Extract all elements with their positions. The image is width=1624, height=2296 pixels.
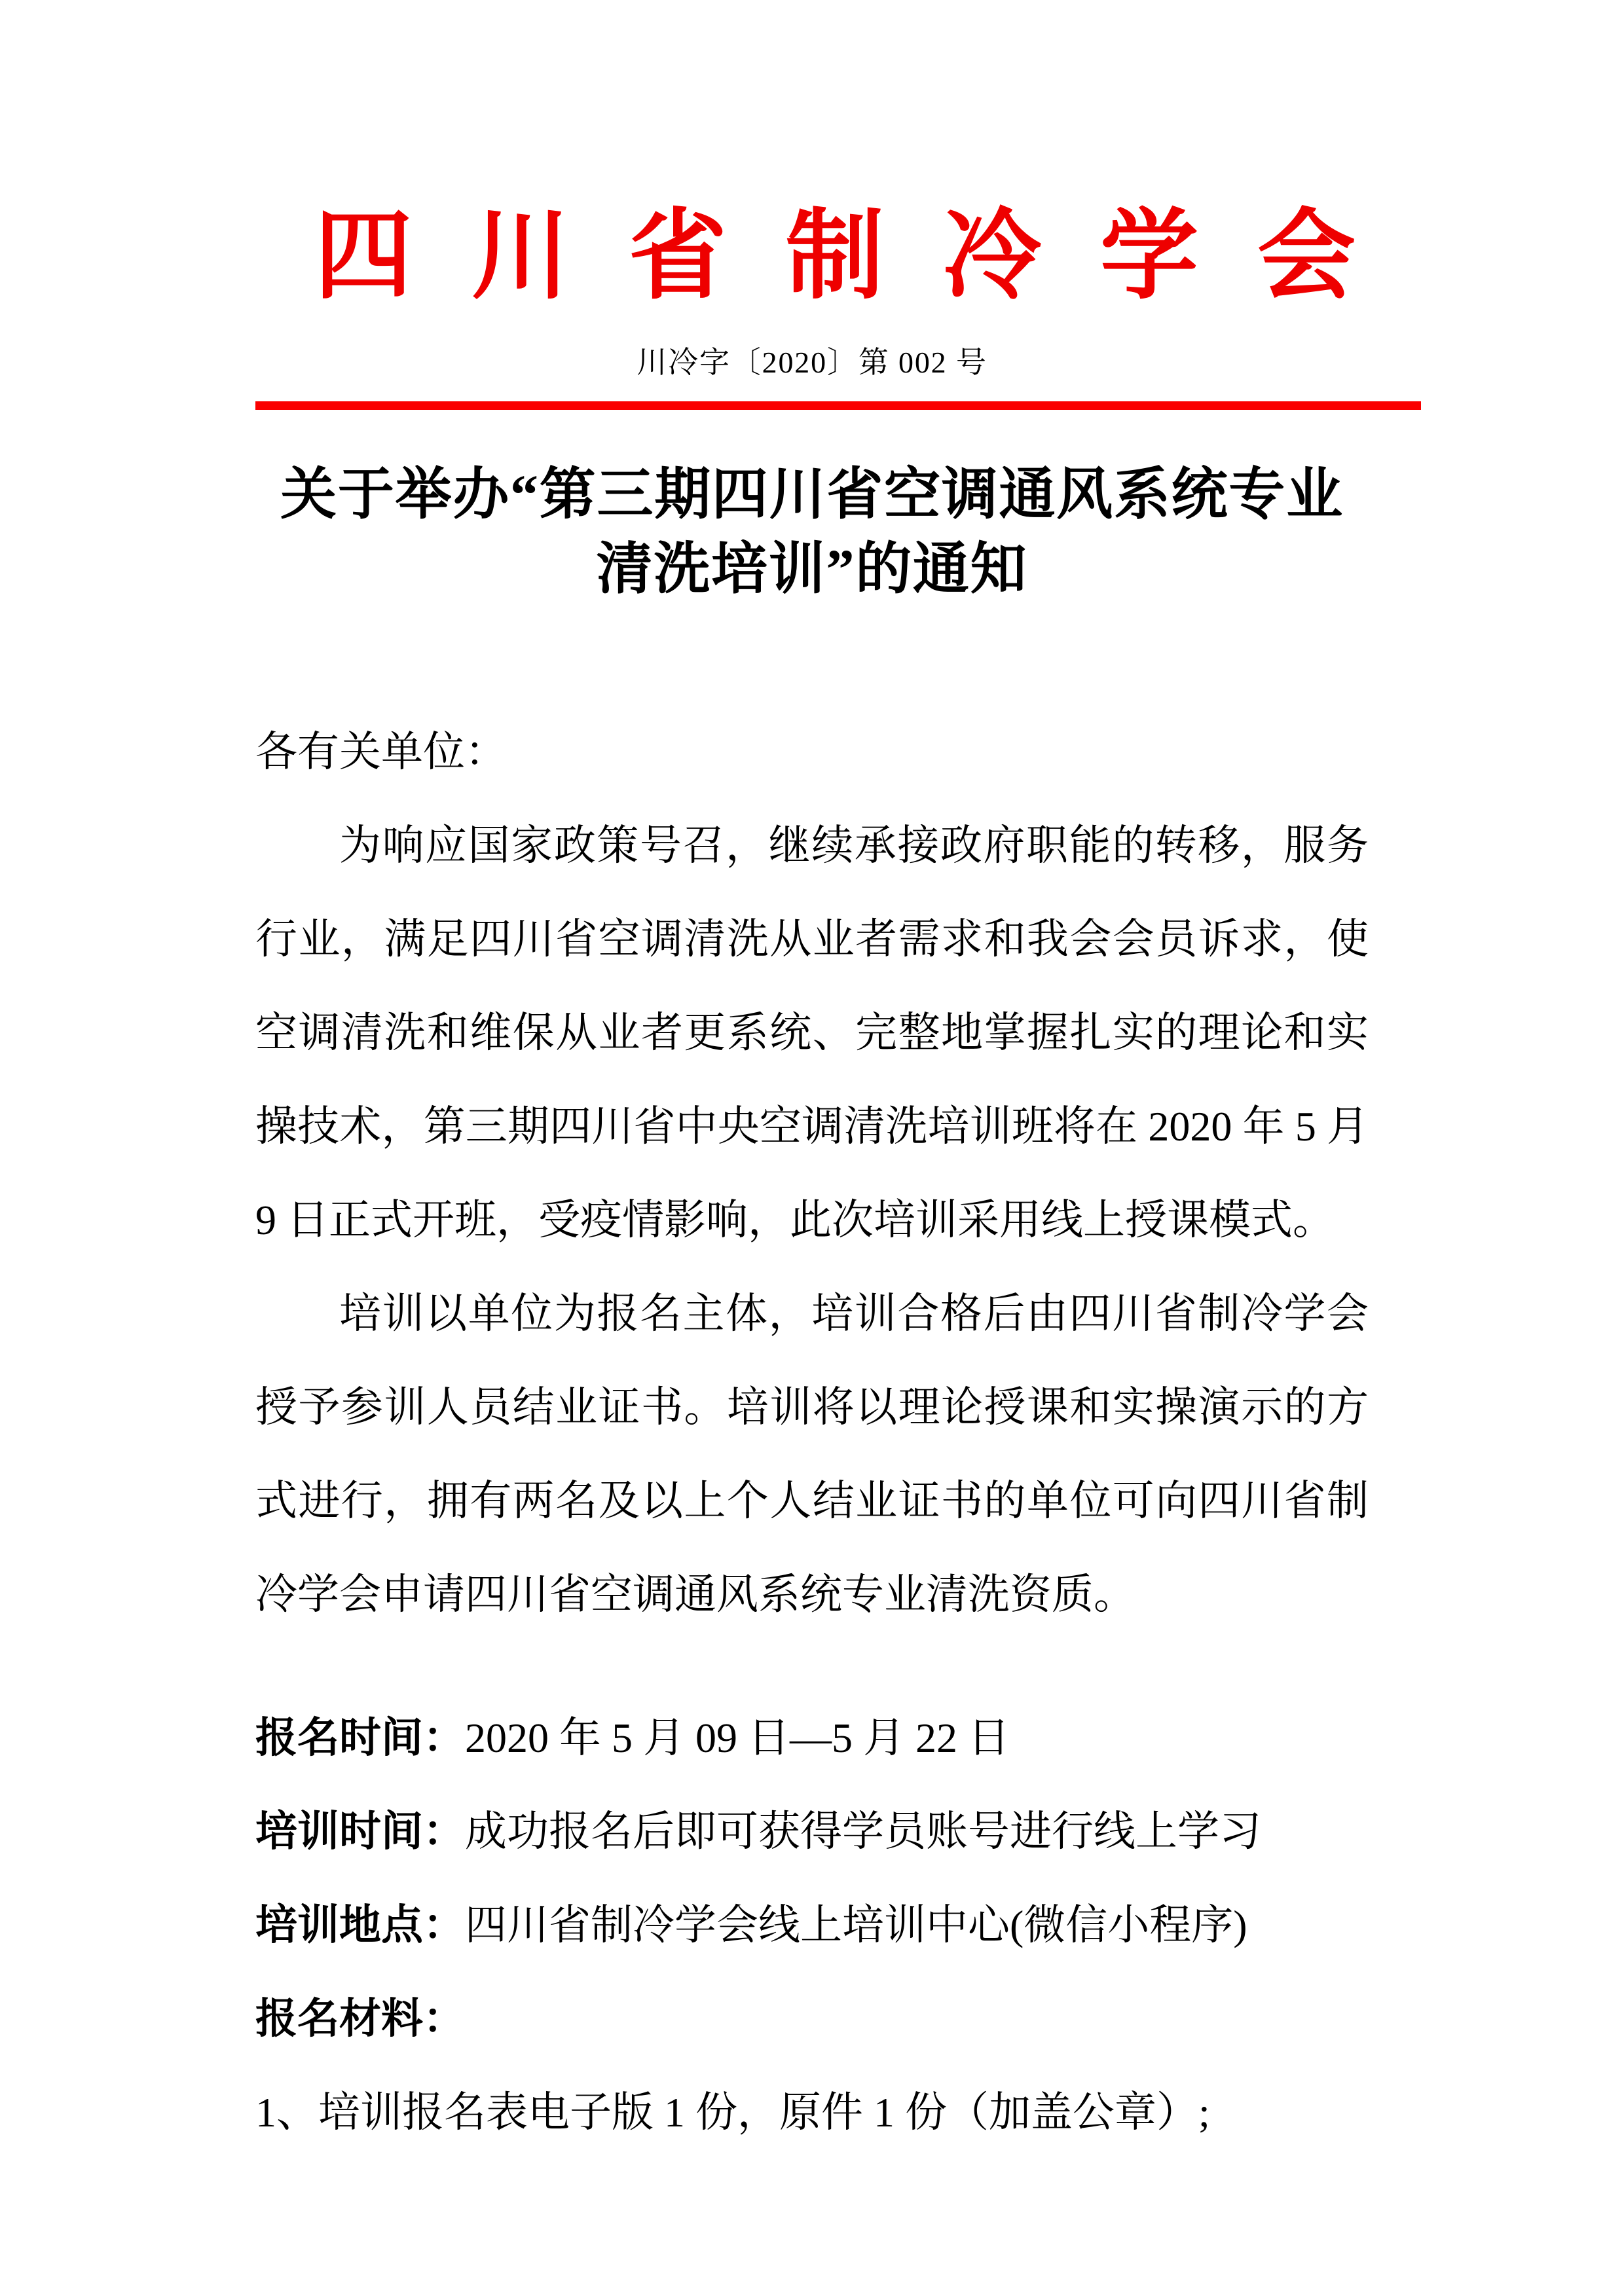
training-time-value: 成功报名后即可获得学员账号进行线上学习 xyxy=(465,1808,1261,1855)
body-paragraph-1: 为响应国家政策号召，继续承接政府职能的转移，服务行业，满足四川省空调清洗从业者需求和我会会员诉求，使空调清洗和维保从业者更系统、完整地掌握扎实的理论和实操技术，第三期四川省中央空调清洗培训班将在 2020 年 5 月 9 日正式开班，受疫情影响，此次培训采用线上授课模式。 xyxy=(255,822,1369,1243)
notice-title-line-2: 清洗培训”的通知 xyxy=(596,538,1028,601)
detail-row-training-location xyxy=(255,1878,1369,1972)
detail-row-signup-materials xyxy=(255,1972,1369,2066)
body-paragraph-2: 培训以单位为报名主体，培训合格后由四川省制冷学会授予参训人员结业证书。培训将以理论授课和实操演示的方式进行，拥有两名及以上个人结业证书的单位可向四川省制冷学会申请四川省空调通风系统专业清洗资质。 xyxy=(255,1290,1369,1618)
registration-details xyxy=(255,1691,1369,2159)
detail-row-signup-time xyxy=(255,1691,1369,1785)
materials-list-item-1: 1、培训报名表电子版 1 份，原件 1 份（加盖公章）; xyxy=(255,2088,1210,2136)
masthead-divider-rule xyxy=(255,401,1421,410)
signup-time-value: 2020 年 5 月 09 日—5 月 22 日 xyxy=(465,1714,1010,1761)
salutation: 各有关单位： xyxy=(255,728,507,775)
notice-title-line-1: 关于举办“第三期四川省空调通风系统专业 xyxy=(280,463,1344,526)
detail-row-training-time xyxy=(255,1785,1369,1878)
notice-body xyxy=(255,705,1369,1641)
training-location-label: 培训地点： xyxy=(255,1901,465,1948)
signup-time-label: 报名时间： xyxy=(255,1714,465,1761)
training-location-value: 四川省制冷学会线上培训中心(微信小程序) xyxy=(465,1901,1247,1948)
training-time-label: 培训时间： xyxy=(255,1808,465,1855)
organization-masthead: 四川省制冷学会 xyxy=(314,202,1415,311)
notice-title xyxy=(255,457,1369,607)
notice-document xyxy=(255,0,1415,2159)
signup-materials-label: 报名材料： xyxy=(255,1995,465,2042)
document-reference-number: 川冷字〔2020〕第 002 号 xyxy=(637,346,987,379)
